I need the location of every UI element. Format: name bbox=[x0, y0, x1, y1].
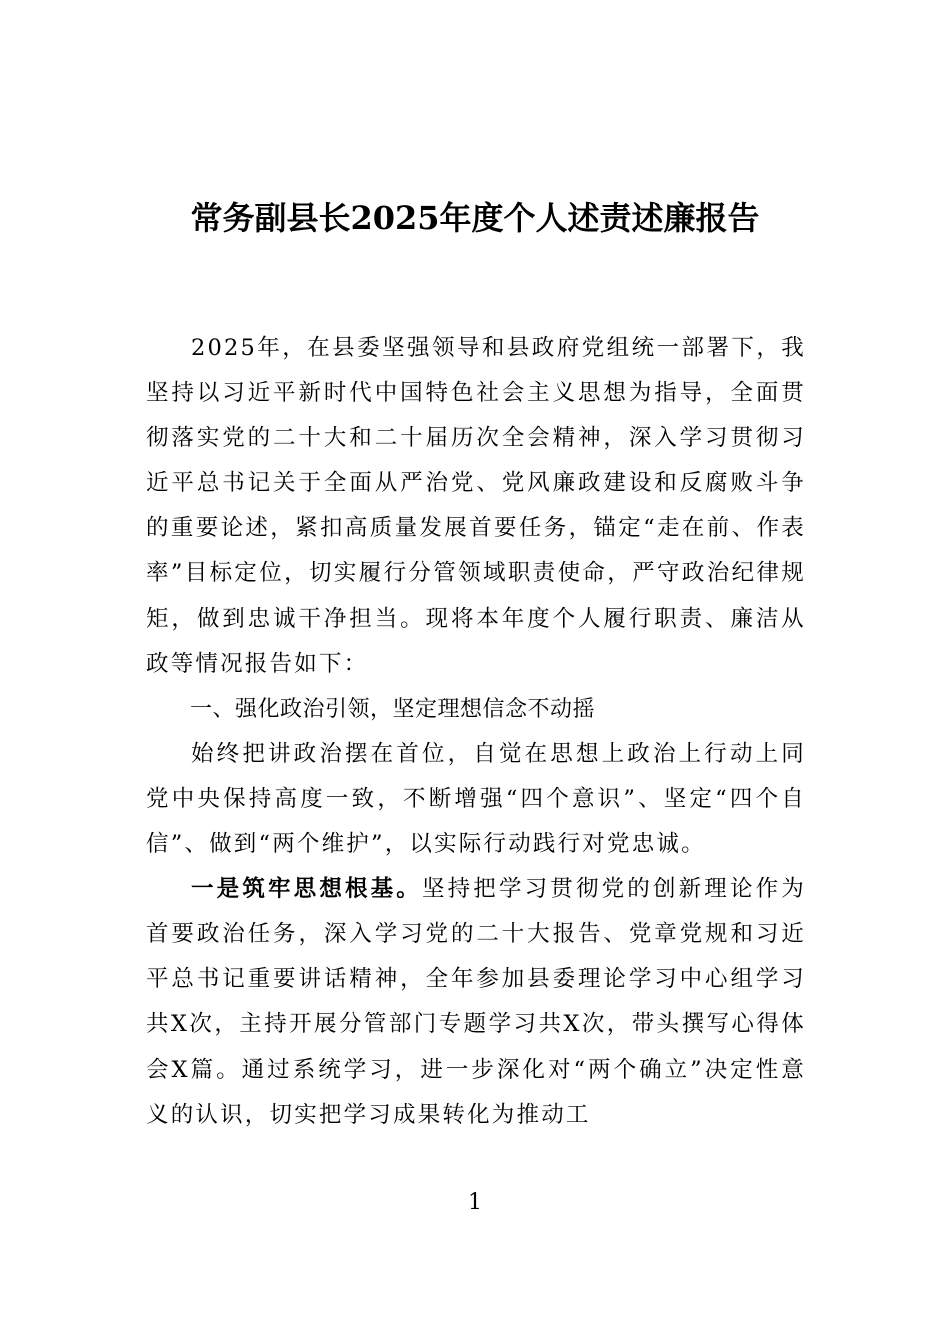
section-paragraph: 始终把讲政治摆在首位，自觉在思想上政治上行动上同党中央保持高度一致，不断增强“四个意识”、坚定“四个自信”、做到“两个维护”，以实际行动践行对党忠诚。 bbox=[146, 740, 806, 858]
point-text: 坚持把学习贯彻党的创新理论作为首要政治任务，深入学习党的二十大报告、党章党规和习近平总书记重要讲话精神，全年参加县委理论学习中心组学习共X次，主持开展分管部门专题学习共X次，带头撰写心得体会X篇。通过系统学习，进一步深化对“两个确立”决定性意义的认识，切实把学习成果转化为推动工 bbox=[146, 876, 806, 1128]
document-title: 常务副县长2025年度个人述责述廉报告 bbox=[190, 199, 760, 237]
intro-paragraph: 2025年，在县委坚强领导和县政府党组统一部署下，我坚持以习近平新时代中国特色社会主义思想为指导，全面贯彻落实党的二十大和二十届历次全会精神，深入学习贯彻习近平总书记关于全面从严治党、党风廉政建设和反腐败斗争的重要论述，紧扣高质量发展首要任务，锚定“走在前、作表率”目标定位，切实履行分管领域职责使命，严守政治纪律规矩，做到忠诚干净担当。现将本年度个人履行职责、廉洁从政等情况报告如下： bbox=[146, 335, 806, 677]
section-heading: 一、强化政治引领，坚定理想信念不动摇 bbox=[190, 696, 596, 722]
page-number: 1 bbox=[468, 1190, 482, 1215]
document-body bbox=[146, 326, 806, 1138]
point-paragraph bbox=[146, 867, 806, 1138]
point-lead: 一是筑牢思想根基。 bbox=[191, 876, 422, 903]
